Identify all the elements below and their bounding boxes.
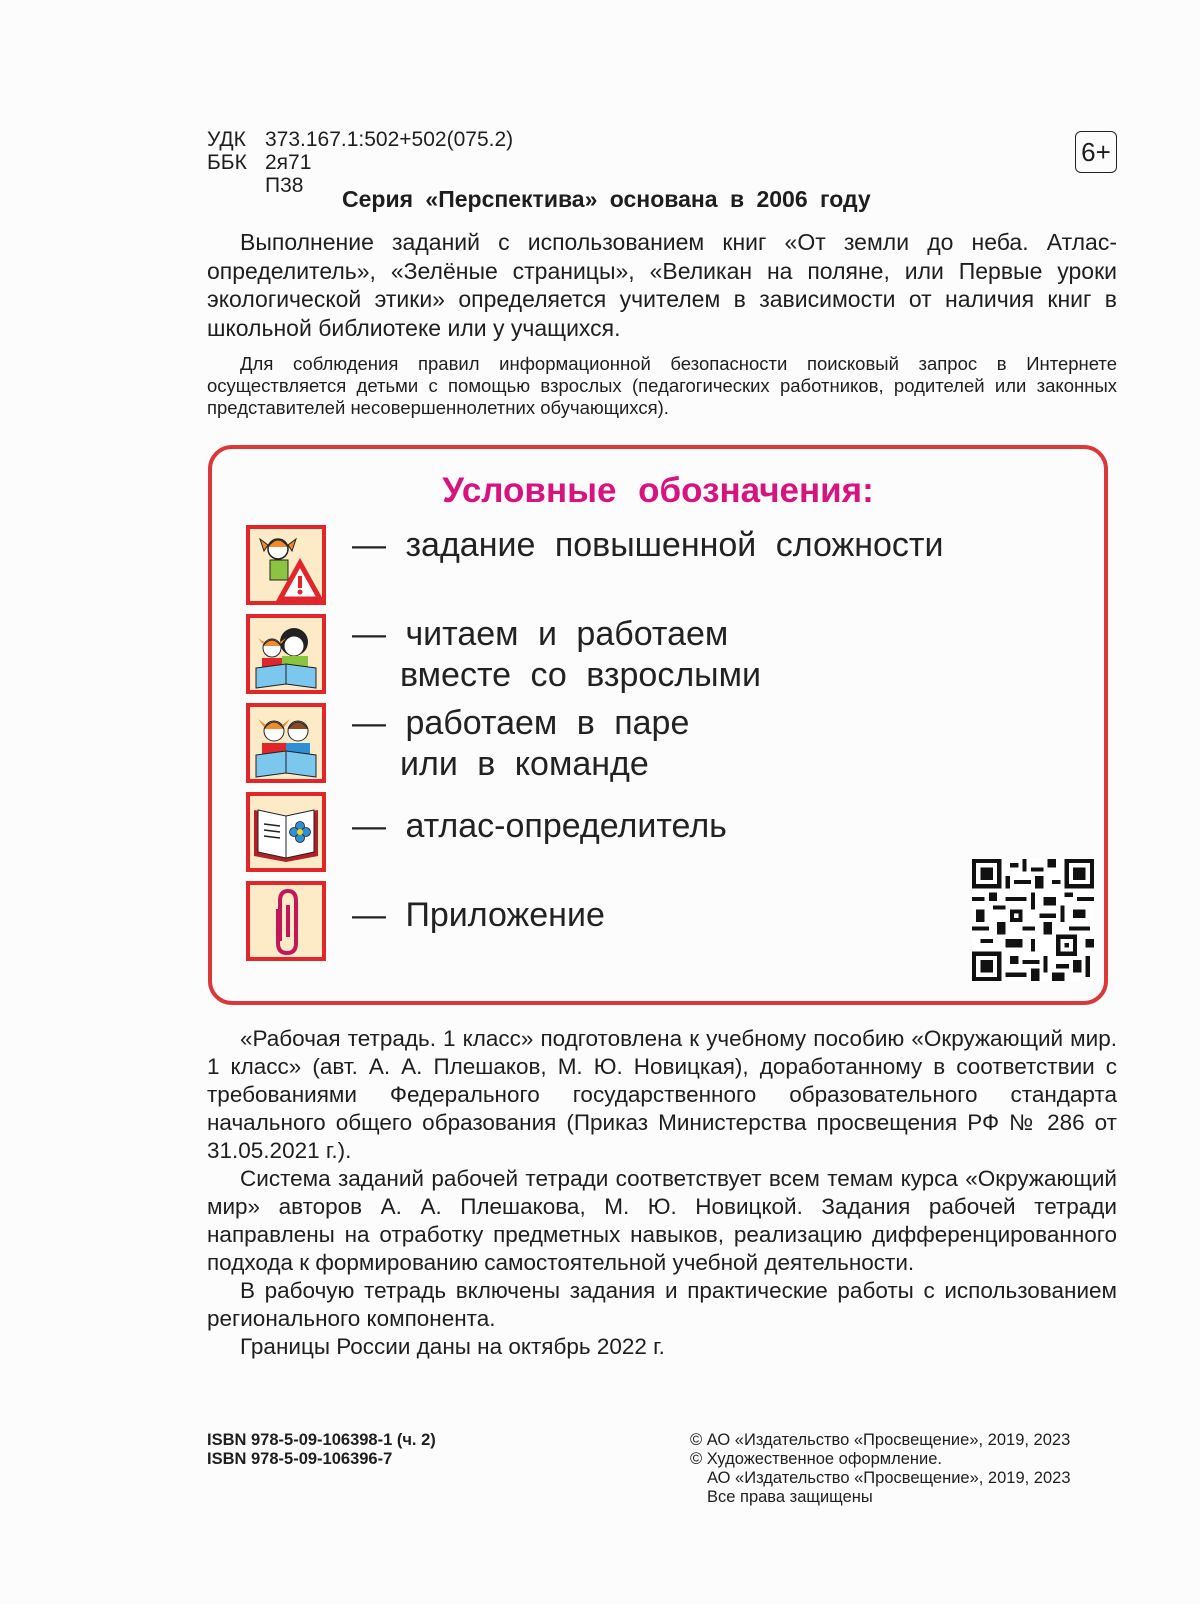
qr-code-icon[interactable] [972, 859, 1094, 981]
legend-item [246, 703, 689, 785]
bbk-value: 2я71 [265, 151, 312, 174]
description-p3: В рабочую тетрадь включены задания и практические работы с использованием регионального компонента. [207, 1278, 1117, 1331]
series-line: Серия «Перспектива» основана в 2006 году [342, 186, 871, 212]
isbn-line: ISBN 978-5-09-106396-7 [207, 1450, 393, 1468]
atlas-book-icon [246, 792, 326, 872]
legend-item [246, 792, 727, 872]
copyright-line: АО «Издательство «Просвещение», 2019, 2023 [707, 1469, 1071, 1487]
copyright-line: © АО «Издательство «Просвещение», 2019, 2023 [690, 1431, 1071, 1449]
udk-label: УДК [207, 128, 246, 151]
legend-item-text: — читаем и работаем [352, 615, 729, 653]
legend-item-text: — работаем в паре [352, 704, 690, 742]
age-rating-badge: 6+ [1075, 131, 1117, 173]
legend-item-text-cont: вместе со взрослыми [400, 656, 761, 694]
description-p2: Система заданий рабочей тетради соответствует всем темам курса «Окружающий мир» авторов А. А. Плешакова, М. Ю. Новицкой. Задания рабочей тетради направлены на отработку предметных навыков, реализацию дифференцированного подхода к формированию самостоятельной учебной деятельности. [207, 1166, 1117, 1275]
description-p1: «Рабочая тетрадь. 1 класс» подготовлена к учебному пособию «Окружающий мир. 1 класс» (авт. А. А. Плешаков, М. Ю. Новицкая), доработанному в соответствии с требованиями Федерального государственного образовательного стандарта начального общего образования (Приказ Министерства просвещения РФ № 286 от 31.05.2021 г.). [207, 1026, 1117, 1163]
legend-item-text: — задание повышенной сложности [352, 526, 944, 564]
legend-item [246, 881, 605, 961]
pair-reading-icon [246, 703, 326, 783]
legend-item-text: — Приложение [352, 896, 605, 934]
bbk-label: ББК [207, 151, 247, 174]
isbn-line: ISBN 978-5-09-106398-1 (ч. 2) [207, 1431, 436, 1449]
udk-value: 373.167.1:502+502(075.2) [265, 128, 514, 151]
legend-box [208, 445, 1108, 1005]
legend-item [246, 614, 761, 696]
legend-title: Условные обозначения: [442, 471, 874, 510]
isbn-block [207, 1431, 436, 1469]
paperclip-icon [246, 881, 326, 961]
safety-note: Для соблюдения правил информационной безопасности поисковый запрос в Интернете осуществляется детьми с помощью взрослых (педагогических работников, родителей или законных представителей несовершеннолетних обучающихся). [207, 353, 1117, 418]
copyright-line: Все права защищены [707, 1488, 873, 1506]
legend-item-text-cont: или в команде [400, 745, 649, 783]
copyright-block [690, 1431, 1071, 1507]
legend-item-text: — атлас-определитель [352, 807, 727, 845]
description-p4: Границы России даны на октябрь 2022 г. [240, 1334, 665, 1359]
author-mark: П38 [265, 174, 304, 197]
reading-with-adult-icon [246, 614, 326, 694]
copyright-line: © Художественное оформление. [690, 1450, 942, 1468]
girl-warning-icon [246, 525, 326, 605]
description [207, 1025, 1117, 1361]
intro-paragraph: Выполнение заданий с использованием книг «От земли до неба. Атлас-определитель», «Зелёные страницы», «Великан на поляне, или Первые уроки экологической этики» определяется учителем в зависимости от наличия книг в школьной библиотеке или у учащихся. [207, 229, 1117, 341]
legend-item [246, 525, 943, 605]
